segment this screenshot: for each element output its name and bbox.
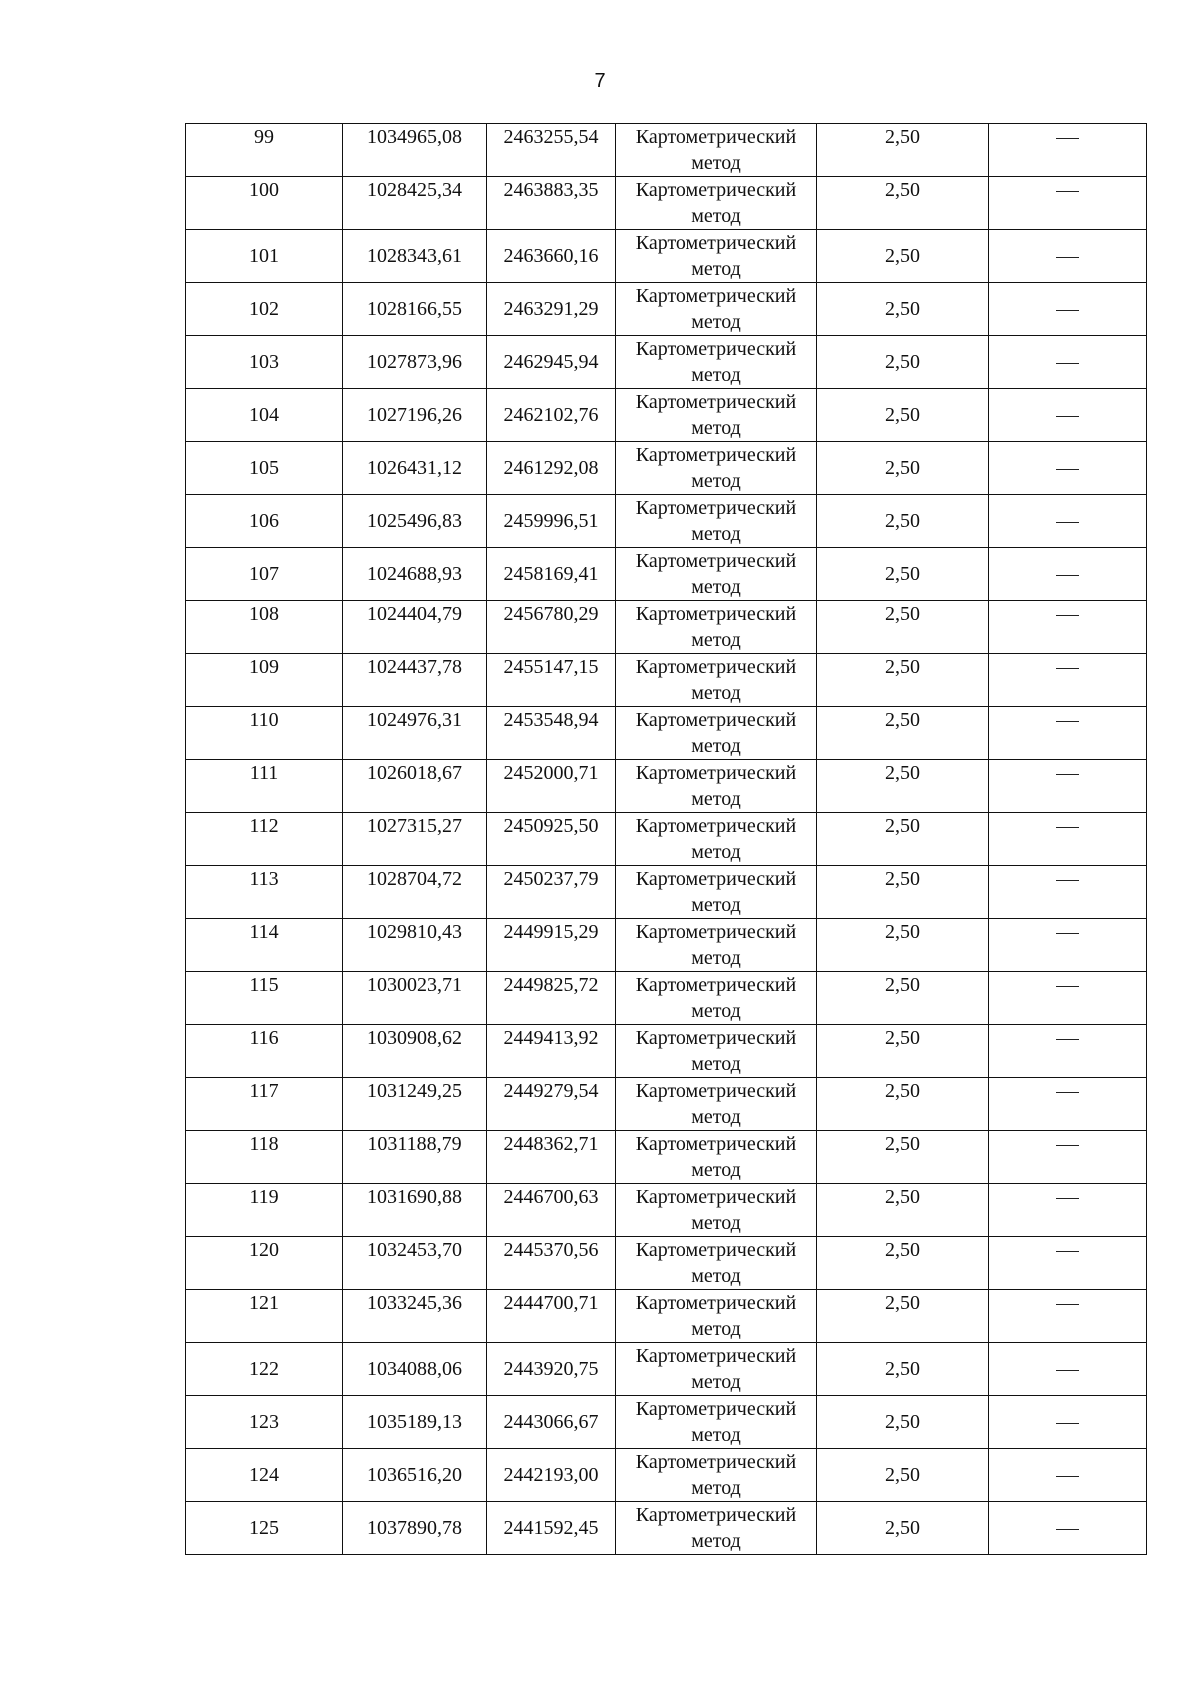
point-number-cell: 108 (186, 601, 343, 654)
x-coordinate-cell: 1025496,83 (343, 495, 487, 548)
accuracy-cell: 2,50 (817, 442, 989, 495)
y-coordinate-cell: 2449825,72 (487, 972, 616, 1025)
method-line-1: Картометрический (635, 126, 797, 148)
x-coordinate-cell: 1033245,36 (343, 1290, 487, 1343)
table-row (186, 442, 1147, 495)
x-coordinate-cell: 1024437,78 (343, 654, 487, 707)
point-number-cell: 105 (186, 442, 343, 495)
description-cell (989, 1502, 1147, 1555)
description-cell (989, 654, 1147, 707)
method-cell (616, 654, 817, 707)
method-line-1: Картометрический (635, 179, 797, 201)
description-dash (1056, 1039, 1079, 1040)
method-line-2: метод (691, 1212, 741, 1234)
method-line-2: метод (691, 311, 741, 333)
method-line-1: Картометрический (635, 550, 797, 572)
accuracy-cell: 2,50 (817, 1396, 989, 1449)
description-dash (1056, 191, 1079, 192)
method-cell (616, 177, 817, 230)
y-coordinate-cell: 2459996,51 (487, 495, 616, 548)
x-coordinate-cell: 1030908,62 (343, 1025, 487, 1078)
table-row (186, 760, 1147, 813)
description-cell (989, 336, 1147, 389)
x-coordinate-cell: 1028425,34 (343, 177, 487, 230)
method-cell (616, 336, 817, 389)
description-cell (989, 1290, 1147, 1343)
description-cell (989, 548, 1147, 601)
accuracy-cell: 2,50 (817, 1131, 989, 1184)
point-number-cell: 104 (186, 389, 343, 442)
y-coordinate-cell: 2449915,29 (487, 919, 616, 972)
description-dash (1056, 774, 1079, 775)
y-coordinate-cell: 2445370,56 (487, 1237, 616, 1290)
y-coordinate-cell: 2443066,67 (487, 1396, 616, 1449)
method-cell (616, 601, 817, 654)
x-coordinate-cell: 1034965,08 (343, 124, 487, 177)
point-number-cell: 99 (186, 124, 343, 177)
method-line-2: метод (691, 1530, 741, 1552)
point-number-cell: 120 (186, 1237, 343, 1290)
description-dash (1056, 827, 1079, 828)
method-cell (616, 1396, 817, 1449)
x-coordinate-cell: 1026431,12 (343, 442, 487, 495)
point-number-cell: 122 (186, 1343, 343, 1396)
point-number-cell: 115 (186, 972, 343, 1025)
method-line-2: метод (691, 576, 741, 598)
method-line-1: Картометрический (635, 921, 797, 943)
accuracy-cell: 2,50 (817, 548, 989, 601)
point-number-cell: 117 (186, 1078, 343, 1131)
method-cell (616, 1237, 817, 1290)
accuracy-cell: 2,50 (817, 1237, 989, 1290)
method-line-2: метод (691, 1424, 741, 1446)
table-row (186, 813, 1147, 866)
method-line-1: Картометрический (635, 603, 797, 625)
method-line-2: метод (691, 947, 741, 969)
table-row (186, 1025, 1147, 1078)
y-coordinate-cell: 2442193,00 (487, 1449, 616, 1502)
description-dash (1056, 1198, 1079, 1199)
table-row (186, 177, 1147, 230)
accuracy-cell: 2,50 (817, 283, 989, 336)
description-cell (989, 919, 1147, 972)
accuracy-cell: 2,50 (817, 1025, 989, 1078)
accuracy-cell: 2,50 (817, 760, 989, 813)
description-dash (1056, 933, 1079, 934)
method-line-1: Картометрический (635, 497, 797, 519)
accuracy-cell: 2,50 (817, 654, 989, 707)
x-coordinate-cell: 1024404,79 (343, 601, 487, 654)
method-line-2: метод (691, 1106, 741, 1128)
accuracy-cell: 2,50 (817, 707, 989, 760)
method-line-2: метод (691, 152, 741, 174)
point-number-cell: 123 (186, 1396, 343, 1449)
point-number-cell: 102 (186, 283, 343, 336)
method-line-2: метод (691, 682, 741, 704)
description-cell (989, 866, 1147, 919)
method-line-1: Картометрический (635, 1080, 797, 1102)
method-line-2: метод (691, 735, 741, 757)
x-coordinate-cell: 1028166,55 (343, 283, 487, 336)
y-coordinate-cell: 2455147,15 (487, 654, 616, 707)
method-line-1: Картометрический (635, 1398, 797, 1420)
x-coordinate-cell: 1024976,31 (343, 707, 487, 760)
description-cell (989, 1184, 1147, 1237)
table-row (186, 1290, 1147, 1343)
x-coordinate-cell: 1031188,79 (343, 1131, 487, 1184)
x-coordinate-cell: 1031249,25 (343, 1078, 487, 1131)
description-cell (989, 495, 1147, 548)
method-line-1: Картометрический (635, 868, 797, 890)
method-cell (616, 1502, 817, 1555)
point-number-cell: 110 (186, 707, 343, 760)
point-number-cell: 119 (186, 1184, 343, 1237)
description-cell (989, 124, 1147, 177)
table-row (186, 1184, 1147, 1237)
accuracy-cell: 2,50 (817, 1502, 989, 1555)
accuracy-cell: 2,50 (817, 866, 989, 919)
accuracy-cell: 2,50 (817, 1343, 989, 1396)
method-cell (616, 442, 817, 495)
method-line-2: метод (691, 1159, 741, 1181)
method-line-1: Картометрический (635, 709, 797, 731)
point-number-cell: 100 (186, 177, 343, 230)
table-row (186, 1131, 1147, 1184)
method-cell (616, 1343, 817, 1396)
method-line-2: метод (691, 841, 741, 863)
description-cell (989, 1025, 1147, 1078)
method-line-1: Картометрический (635, 338, 797, 360)
table-row (186, 389, 1147, 442)
x-coordinate-cell: 1037890,78 (343, 1502, 487, 1555)
table-row (186, 283, 1147, 336)
point-number-cell: 109 (186, 654, 343, 707)
description-dash (1056, 721, 1079, 722)
y-coordinate-cell: 2462945,94 (487, 336, 616, 389)
description-dash (1056, 1476, 1079, 1477)
point-number-cell: 112 (186, 813, 343, 866)
x-coordinate-cell: 1026018,67 (343, 760, 487, 813)
method-line-1: Картометрический (635, 1345, 797, 1367)
description-cell (989, 177, 1147, 230)
table-row (186, 707, 1147, 760)
description-dash (1056, 469, 1079, 470)
point-number-cell: 113 (186, 866, 343, 919)
accuracy-cell: 2,50 (817, 336, 989, 389)
x-coordinate-cell: 1034088,06 (343, 1343, 487, 1396)
description-cell (989, 442, 1147, 495)
method-line-2: метод (691, 1265, 741, 1287)
point-number-cell: 103 (186, 336, 343, 389)
method-line-1: Картометрический (635, 1133, 797, 1155)
method-line-1: Картометрический (635, 285, 797, 307)
description-cell (989, 760, 1147, 813)
method-line-1: Картометрический (635, 1451, 797, 1473)
table-row (186, 654, 1147, 707)
y-coordinate-cell: 2463291,29 (487, 283, 616, 336)
accuracy-cell: 2,50 (817, 972, 989, 1025)
method-cell (616, 1290, 817, 1343)
y-coordinate-cell: 2456780,29 (487, 601, 616, 654)
description-dash (1056, 1370, 1079, 1371)
y-coordinate-cell: 2449279,54 (487, 1078, 616, 1131)
coordinates-table (185, 123, 1147, 1555)
method-line-2: метод (691, 894, 741, 916)
table-row (186, 1237, 1147, 1290)
x-coordinate-cell: 1028704,72 (343, 866, 487, 919)
x-coordinate-cell: 1036516,20 (343, 1449, 487, 1502)
y-coordinate-cell: 2463883,35 (487, 177, 616, 230)
description-dash (1056, 1092, 1079, 1093)
description-dash (1056, 575, 1079, 576)
page-number: 7 (594, 70, 606, 92)
description-cell (989, 601, 1147, 654)
x-coordinate-cell: 1029810,43 (343, 919, 487, 972)
method-cell (616, 866, 817, 919)
description-dash (1056, 1529, 1079, 1530)
method-line-2: метод (691, 1477, 741, 1499)
point-number-cell: 111 (186, 760, 343, 813)
description-cell (989, 230, 1147, 283)
method-line-2: метод (691, 1318, 741, 1340)
y-coordinate-cell: 2463660,16 (487, 230, 616, 283)
method-line-2: метод (691, 1000, 741, 1022)
description-dash (1056, 1251, 1079, 1252)
x-coordinate-cell: 1027315,27 (343, 813, 487, 866)
y-coordinate-cell: 2441592,45 (487, 1502, 616, 1555)
x-coordinate-cell: 1027873,96 (343, 336, 487, 389)
point-number-cell: 121 (186, 1290, 343, 1343)
method-cell (616, 283, 817, 336)
method-line-2: метод (691, 364, 741, 386)
y-coordinate-cell: 2463255,54 (487, 124, 616, 177)
y-coordinate-cell: 2449413,92 (487, 1025, 616, 1078)
table-row (186, 1502, 1147, 1555)
description-dash (1056, 986, 1079, 987)
method-cell (616, 919, 817, 972)
description-dash (1056, 416, 1079, 417)
description-dash (1056, 668, 1079, 669)
method-line-2: метод (691, 417, 741, 439)
method-line-1: Картометрический (635, 1027, 797, 1049)
description-dash (1056, 310, 1079, 311)
table-row (186, 1396, 1147, 1449)
method-line-1: Картометрический (635, 974, 797, 996)
method-line-1: Картометрический (635, 815, 797, 837)
table-row (186, 919, 1147, 972)
table-row (186, 1078, 1147, 1131)
method-cell (616, 1184, 817, 1237)
y-coordinate-cell: 2450925,50 (487, 813, 616, 866)
y-coordinate-cell: 2448362,71 (487, 1131, 616, 1184)
description-cell (989, 1237, 1147, 1290)
table-row (186, 866, 1147, 919)
method-line-1: Картометрический (635, 391, 797, 413)
method-cell (616, 389, 817, 442)
description-cell (989, 283, 1147, 336)
method-line-2: метод (691, 788, 741, 810)
point-number-cell: 116 (186, 1025, 343, 1078)
y-coordinate-cell: 2458169,41 (487, 548, 616, 601)
y-coordinate-cell: 2452000,71 (487, 760, 616, 813)
description-cell (989, 813, 1147, 866)
description-dash (1056, 1304, 1079, 1305)
x-coordinate-cell: 1031690,88 (343, 1184, 487, 1237)
point-number-cell: 107 (186, 548, 343, 601)
table-row (186, 972, 1147, 1025)
method-line-2: метод (691, 470, 741, 492)
point-number-cell: 118 (186, 1131, 343, 1184)
method-cell (616, 760, 817, 813)
point-number-cell: 114 (186, 919, 343, 972)
description-dash (1056, 880, 1079, 881)
description-cell (989, 1078, 1147, 1131)
description-cell (989, 1131, 1147, 1184)
table-row (186, 1343, 1147, 1396)
y-coordinate-cell: 2462102,76 (487, 389, 616, 442)
description-dash (1056, 138, 1079, 139)
point-number-cell: 101 (186, 230, 343, 283)
method-line-1: Картометрический (635, 762, 797, 784)
description-dash (1056, 1145, 1079, 1146)
table-row (186, 124, 1147, 177)
accuracy-cell: 2,50 (817, 1449, 989, 1502)
method-cell (616, 124, 817, 177)
method-cell (616, 1078, 817, 1131)
accuracy-cell: 2,50 (817, 389, 989, 442)
method-line-2: метод (691, 523, 741, 545)
description-dash (1056, 522, 1079, 523)
method-line-2: метод (691, 1053, 741, 1075)
method-line-1: Картометрический (635, 1504, 797, 1526)
y-coordinate-cell: 2453548,94 (487, 707, 616, 760)
description-cell (989, 389, 1147, 442)
x-coordinate-cell: 1035189,13 (343, 1396, 487, 1449)
point-number-cell: 125 (186, 1502, 343, 1555)
accuracy-cell: 2,50 (817, 601, 989, 654)
method-line-1: Картометрический (635, 1292, 797, 1314)
y-coordinate-cell: 2443920,75 (487, 1343, 616, 1396)
x-coordinate-cell: 1030023,71 (343, 972, 487, 1025)
accuracy-cell: 2,50 (817, 495, 989, 548)
accuracy-cell: 2,50 (817, 1078, 989, 1131)
description-dash (1056, 615, 1079, 616)
method-cell (616, 1449, 817, 1502)
description-cell (989, 707, 1147, 760)
point-number-cell: 106 (186, 495, 343, 548)
y-coordinate-cell: 2446700,63 (487, 1184, 616, 1237)
accuracy-cell: 2,50 (817, 1290, 989, 1343)
table-row (186, 495, 1147, 548)
x-coordinate-cell: 1028343,61 (343, 230, 487, 283)
table-row (186, 1449, 1147, 1502)
accuracy-cell: 2,50 (817, 124, 989, 177)
method-cell (616, 230, 817, 283)
y-coordinate-cell: 2461292,08 (487, 442, 616, 495)
method-cell (616, 548, 817, 601)
description-cell (989, 1449, 1147, 1502)
y-coordinate-cell: 2450237,79 (487, 866, 616, 919)
x-coordinate-cell: 1024688,93 (343, 548, 487, 601)
method-line-1: Картометрический (635, 1186, 797, 1208)
method-cell (616, 707, 817, 760)
method-line-1: Картометрический (635, 656, 797, 678)
accuracy-cell: 2,50 (817, 177, 989, 230)
accuracy-cell: 2,50 (817, 919, 989, 972)
y-coordinate-cell: 2444700,71 (487, 1290, 616, 1343)
table-row (186, 336, 1147, 389)
description-dash (1056, 363, 1079, 364)
x-coordinate-cell: 1032453,70 (343, 1237, 487, 1290)
accuracy-cell: 2,50 (817, 813, 989, 866)
table-row (186, 601, 1147, 654)
method-line-2: метод (691, 1371, 741, 1393)
accuracy-cell: 2,50 (817, 230, 989, 283)
table-row (186, 230, 1147, 283)
method-cell (616, 1025, 817, 1078)
accuracy-cell: 2,50 (817, 1184, 989, 1237)
method-cell (616, 972, 817, 1025)
method-line-1: Картометрический (635, 444, 797, 466)
table-row (186, 548, 1147, 601)
method-line-2: метод (691, 205, 741, 227)
method-line-2: метод (691, 629, 741, 651)
x-coordinate-cell: 1027196,26 (343, 389, 487, 442)
description-cell (989, 972, 1147, 1025)
description-cell (989, 1396, 1147, 1449)
table-body (186, 124, 1147, 1555)
point-number-cell: 124 (186, 1449, 343, 1502)
method-cell (616, 1131, 817, 1184)
method-cell (616, 813, 817, 866)
method-cell (616, 495, 817, 548)
description-dash (1056, 1423, 1079, 1424)
method-line-1: Картометрический (635, 1239, 797, 1261)
method-line-2: метод (691, 258, 741, 280)
description-dash (1056, 257, 1079, 258)
method-line-1: Картометрический (635, 232, 797, 254)
description-cell (989, 1343, 1147, 1396)
